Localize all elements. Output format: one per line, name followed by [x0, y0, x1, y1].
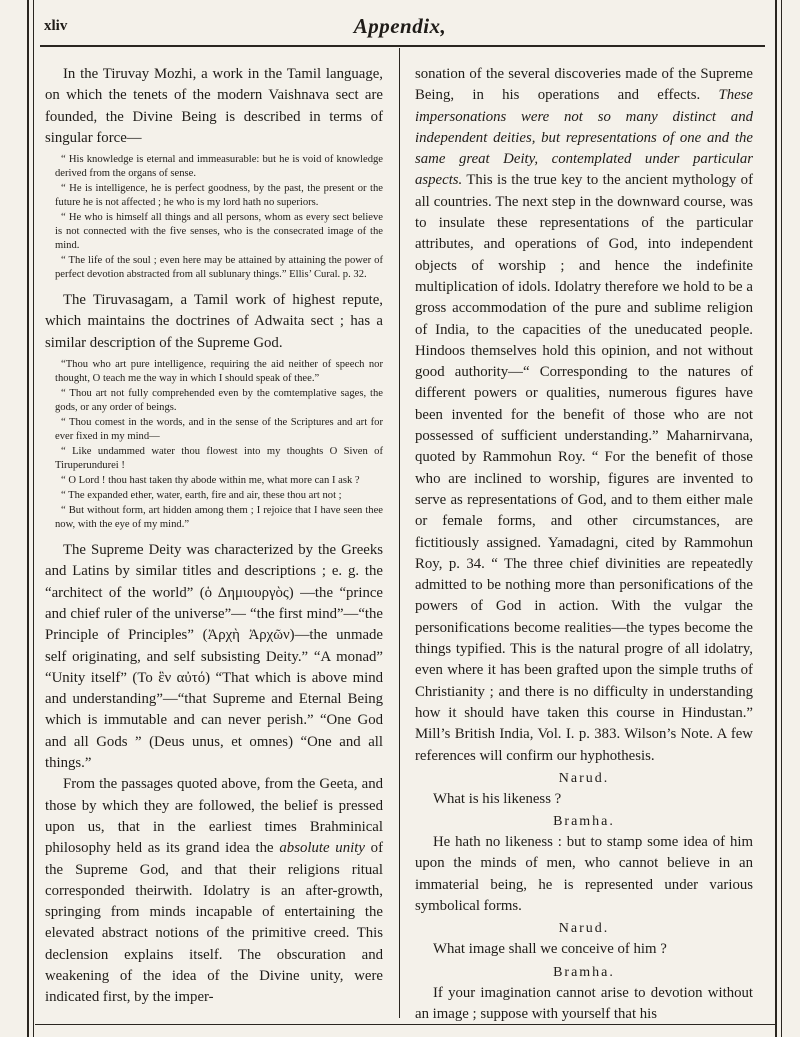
- emphasis: absolute unity: [279, 840, 365, 857]
- paragraph: [45, 774, 383, 1008]
- quotation: “Thou who art pure intelligence, requiring the aid neither of speech nor thought, O teach me the way in which I should speak of thee.”: [55, 359, 383, 385]
- text-run: This is the true key to the ancient mythology of all countries. The next step in the downward course, was to insulate these representations of the particular attributes, and operations of God, into independent objects of worship ; and hence the indefinite multiplication of idols. Idolatry therefore we hold to be a gross accommodation of the pure and sublime religion of India, to the capacities of the uneducated people. Hindoos themselves hold this opinion, and not without good authority—“ Corresponding to the natures of different powers or qualities, numerous figures have been invented for the benefit of those who are not possessed of sufficient understanding.” Maharnirvana, quoted by Rammohun Roy. “ For the benefit of those who are inclined to worship, figures are invented to serve as representations of God, and to them either male or female forms, and other circumstances, are fictitiously assigned. Yamadagni, cited by Rammohun Roy, p. 34. “ The three chief divinities are repeatedly admitted to be nothing more than personifications of the powers of God in action. With the vulgar the personifications become realities—the types become the things typified. This is the natural progre of all idolatry, even where it has been grafted upon the simple truths of Christianity ; and there is no difficulty in understanding how it should have taken this course in Hindustan.” Mill’s British India, Vol. I. p. 383. Wilson’s Note. A few references will confirm our hyphothesis.: [415, 172, 753, 764]
- paragraph: The Tiruvasagam, a Tamil work of highest repute, which maintains the doctrines of Adwaita sect ; has a similar description of the Supreme God.: [45, 292, 383, 351]
- right-border-rule: [775, 0, 777, 1037]
- dialogue-line: What is his likeness ?: [433, 790, 562, 807]
- quotation: “ Thou art not fully comprehended even by the comtemplative sages, the gods, or any order of beings.: [55, 388, 383, 414]
- text-run: sonation of the several discoveries made of the Supreme Being, in his operations and effects.: [415, 66, 753, 104]
- left-border-rule-inner: [33, 0, 34, 1037]
- emphasis: These impersonations were not so many distinct and independent deities, but representations of one and the same great Deity, contemplated under particular aspects.: [415, 87, 753, 189]
- right-border-rule-outer: [781, 0, 782, 1037]
- speaker-name: Narud.: [558, 770, 610, 786]
- right-column: [415, 64, 753, 1025]
- left-column: [45, 64, 383, 1009]
- running-title: Appendix,: [353, 14, 447, 38]
- dialogue-line: If your imagination cannot arise to devotion without an image ; suppose with yourself that his: [415, 984, 753, 1022]
- quotation: “ Like undammed water thou flowest into my thoughts O Siven of Tiruperundurei !: [55, 446, 383, 472]
- paragraph: [415, 64, 753, 767]
- page-number: xliv: [44, 18, 68, 34]
- quotation: “ Thou comest in the words, and in the sense of the Scriptures and art for ever fixed in my mind—: [55, 417, 383, 443]
- quotation: “ He who is himself all things and all persons, whom as every sect believe is not connected with the five senses, who is the consecrated image of the mind.: [55, 212, 383, 252]
- paragraph: In the Tiruvay Mozhi, a work in the Tamil language, on which the tenets of the modern Vaishnava sect are founded, the Divine Being is described in terms of singular force—: [45, 66, 383, 146]
- speaker-name: Bramha.: [553, 964, 615, 980]
- quotation: “ His knowledge is eternal and immeasurable: but he is void of knowledge derived from the organs of sense.: [55, 154, 383, 180]
- speaker-name: Bramha.: [553, 814, 615, 830]
- paragraph: The Supreme Deity was characterized by the Greeks and Latins by similar titles and descriptions ; e. g. the “architect of the world” (ὁ Δημιουργὸς) —the “prince and chief ruler of the universe”— “the first mind”—“the Principle of Principles” (Ἀρχὴ Ἀρχῶν)—the unmade self originating, and self subsisting Deity.” “A monad” “Unity itself” (Το ἓν αὐτό) “That which is above mind and understanding”—“that Supreme and Eternal Being which is immutable and can never perish.” “One God and all Gods ” (Deus unus, et omnes) “One and all things.”: [45, 542, 383, 772]
- speaker-name: Narud.: [558, 921, 610, 937]
- quotation: “ The life of the soul ; even here may be attained by attaining the power of perfect devotion abstracted from all sublunary things.” Ellis’ Cural. p. 32.: [55, 255, 383, 281]
- column-divider: [399, 48, 400, 1018]
- text-run: From the passages quoted above, from the Geeta, and those by which they are followed, the belief is pressed upon us, that in the earliest times Brahminical philosophy held as its grand idea the: [45, 776, 383, 857]
- quotation: “ The expanded ether, water, earth, fire and air, these thou art not ;: [61, 490, 342, 502]
- quotation: “ But without form, art hidden among them ; I rejoice that I have seen thee now, with the eye of my mind.”: [55, 505, 383, 531]
- dialogue-line: What image shall we conceive of him ?: [433, 941, 667, 958]
- text-run: of the Supreme God, and that their religions ritual corresponded theirwith. Idolatry is an after-growth, springing from minds incapable of entertaining the elevated abstract notions of the primitive creed. This declension explains itself. The obscuration and weakening of the idea of the Divine unity, were indicated first, by the imper-: [45, 840, 384, 1006]
- quotation: “ He is intelligence, he is perfect goodness, by the past, the present or the future he is not affected ; he who is my lord hath no superiors.: [55, 183, 383, 209]
- dialogue-line: He hath no likeness : but to stamp some idea of him upon the minds of men, who cannot believe in an immaterial being, he is represented under various symbolical forms.: [415, 834, 753, 914]
- header-rule: [40, 45, 765, 47]
- quotation: “ O Lord ! thou hast taken thy abode within me, what more can I ask ?: [61, 475, 360, 487]
- left-border-rule: [27, 0, 29, 1037]
